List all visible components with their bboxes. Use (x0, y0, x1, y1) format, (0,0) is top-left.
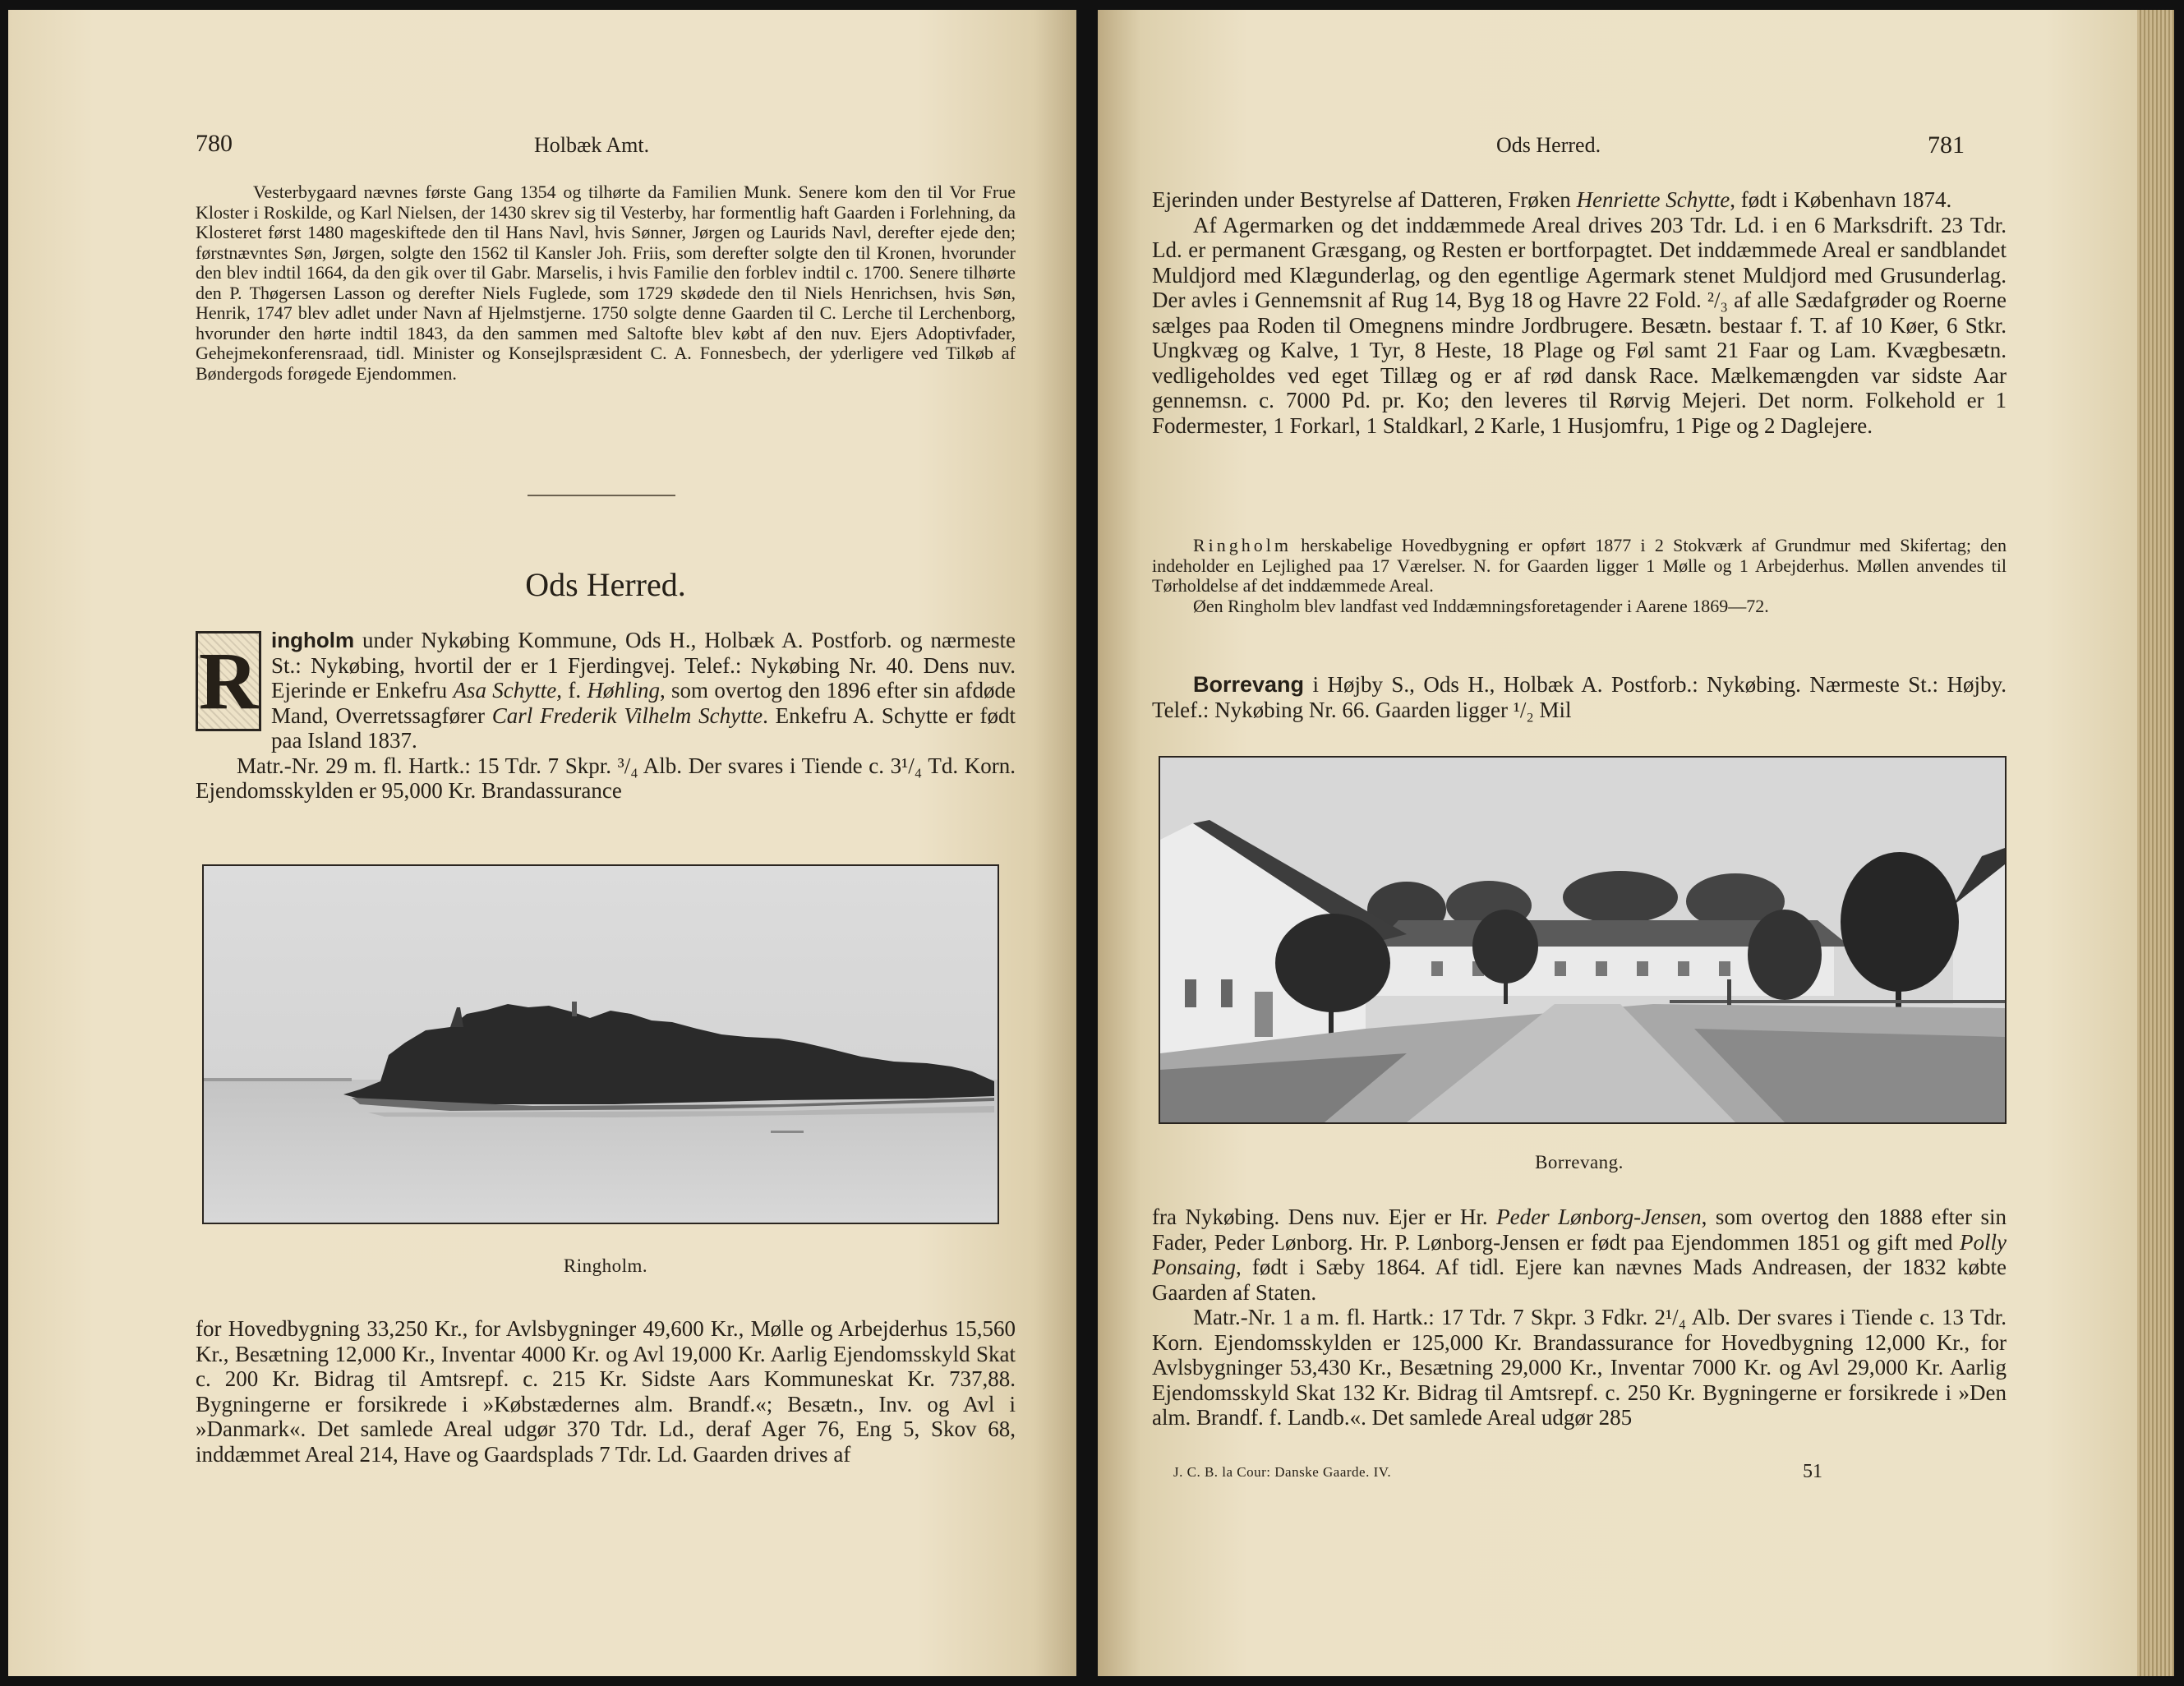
entry-name: ingholm (271, 628, 355, 652)
entry-text-4: . Enkefru A. Schytte er født paa Island 1837. (271, 702, 1016, 753)
left-page (8, 10, 1076, 1676)
entry-paragraph-2: Matr.-Nr. 29 m. fl. Hartk.: 15 Tdr. 7 Skpr. ³/₄ Alb. Der svares i Tiende c. 3¹/₄ Td. Korn. Ejendomsskylden er 95,000 Kr. Brandassurance (196, 753, 1016, 803)
borrevang-farm-illustration (1160, 758, 2005, 1122)
owner-name: Peder Lønborg-Jensen (1496, 1205, 1702, 1229)
cont-1c: , født i Sæby 1864. Af tidl. Ejere kan nævnes Mads Andreasen, der 1832 købte Gaarden af Staten. (1152, 1255, 2007, 1305)
right-top-text (1152, 187, 2007, 438)
running-head: Ods Herred. (1496, 133, 1601, 157)
footer-sheet-number: 51 (1803, 1461, 1822, 1482)
running-head: Holbæk Amt. (534, 133, 650, 157)
entry-text-2: , f. (556, 678, 587, 702)
top-para-1a: Ejerinden under Bestyrelse af Datteren, Frøken (1152, 187, 1577, 212)
top-para-2: Af Agermarken og det inddæmmede Areal drives 203 Tdr. Ld. i en 6 Marksdrift. 23 Tdr. Ld. er permanent Græsgang, og Resten er bortforpagtet. Det inddæmmede Areal er sandblandet Muldjord med Klægunderlag, og den egentlige Agermark stenet Muldjord med Grusunderlag. Der avles i Gennemsnit af Rug 14, Byg 18 og Havre 22 Fold. ²/₃ af alle Sædafgrøder og Roerne sælges paa Roden til Omegnens mindre Jordbrugere. Besætn. bestaar f. T. af 10 Køer, 6 Stkr. Ungkvæg og Kalve, 1 Tyr, 8 Heste, 18 Plage og Føl samt 21 Faar og Lam. Kvægbesætn. vedligeholdes ved eget Tillæg og er af rød dansk Race. Mælkemængden var sidste Aar gennemsn. c. 7000 Pd. pr. Ko; den leveres til Rørvig Mejeri. Det norm. Folkehold er 1 Fodermester, 1 Forkarl, 1 Staldkarl, 2 Karle, 1 Husjomfru, 1 Pige og 2 Daglejere. (1152, 212, 2007, 438)
note-1-spaced: Ringholm (1193, 535, 1292, 555)
section-rule (528, 495, 675, 496)
entry-text: i Højby S., Ods H., Holbæk A. Postforb.: Nykøbing. Nærmeste St.: Højby. Telef.: Nykøbing Nr. 66. Gaarden ligger ¹/₂ Mil (1152, 672, 2007, 722)
notes (1152, 536, 2007, 616)
drop-cap-initial: R (196, 631, 261, 731)
page-number: 781 (1928, 131, 1965, 159)
book-page-edges (2137, 10, 2174, 1676)
entry-text-3: , som overtog den 1896 efter sin afdøde Mand, Overretssagfører (271, 678, 1016, 728)
owner-name: Asa Schytte (453, 678, 557, 702)
note-2: Øen Ringholm blev landfast ved Inddæmningsforetagender i Aarene 1869—72. (1193, 595, 1769, 616)
daughter-name: Henriette Schytte (1576, 187, 1730, 212)
borrevang-entry (1152, 672, 2007, 722)
cont-1a: fra Nykøbing. Dens nuv. Ejer er Hr. (1152, 1205, 1497, 1229)
borrevang-caption: Borrevang. (1535, 1152, 1624, 1172)
entry-name: Borrevang (1193, 672, 1305, 697)
cont-1b: , som overtog den 1888 efter sin Fader, Peder Lønborg. Hr. P. Lønborg-Jensen er født paa Ejendommen 1851 og gift med (1152, 1205, 2007, 1255)
section-title: Ods Herred. (525, 566, 686, 603)
continuation-paragraph: for Hovedbygning 33,250 Kr., for Avlsbygninger 49,600 Kr., Mølle og Arbejderhus 15,560 Kr., Besætning 12,000 Kr., Inventar 4000 Kr. og Avl 19,000 Kr. Aarlig Ejendomsskyld Skat c. 200 Kr. Bidrag til Amtsrepf. c. 215 Kr. Sidste Aars Kommuneskat Kr. 737,88. Bygningerne er forsikrede i »Købstædernes alm. Brandf.«; Besætn., Inv. og Avl i »Danmark«. Det samlede Areal udgør 370 Tdr. Ld., deraf Ager 76, Eng 5, Skov 68, inddæmmet Areal 214, Have og Gaardsplads 7 Tdr. Ld. Gaarden drives af (196, 1316, 1016, 1467)
note-1: herskabelige Hovedbygning er opført 1877 i 2 Stokværk af Grundmur med Skifertag; den indeholder en Lejlighed paa 17 Værelser. N. for Gaarden ligger 1 Mølle og 1 Arbejderhus. Møllen anvendes til Tørholdelse af det inddæmmede Areal. (1152, 535, 2007, 596)
wife-name: Polly Ponsaing (1152, 1229, 2007, 1279)
top-para-1b: , født i København 1874. (1730, 187, 1952, 212)
ringholm-caption: Ringholm. (563, 1255, 648, 1276)
husband-name: Carl Frederik Vilhelm Schytte (491, 702, 763, 728)
cont-2: Matr.-Nr. 1 a m. fl. Hartk.: 17 Tdr. 7 Skpr. 3 Fdkr. 2¹/₄ Alb. Der svares i Tiende c. 13 Tdr. Korn. Ejendomsskylden er 125,000 Kr. Brandassurance for Hovedbygning 12,000 Kr., for Avlsbygninger 53,430 Kr., Besætning 29,000 Kr., Inventar 7000 Kr. og Avl 29,000 Kr. Aarlig Ejendomsskyld Skat 132 Kr. Bidrag til Amtsrepf. c. 250 Kr. Bygningerne er forsikrede i »Den alm. Brandf. f. Landb.«. Det samlede Areal udgør 285 (1152, 1305, 2007, 1430)
entry-text-1: under Nykøbing Kommune, Ods H., Holbæk A. Postforb. og nærmeste St.: Nykøbing, hvortil der er 1 Fjerdingvej. Telef.: Nykøbing Nr. 40. Dens nuv. Ejerinde er Enkefru (271, 628, 1016, 702)
ringholm-entry (196, 628, 1016, 804)
footer-signature: J. C. B. la Cour: Danske Gaarde. IV. (1173, 1464, 1392, 1480)
maiden-name: Høhling (587, 678, 660, 702)
ringholm-island-illustration (204, 866, 998, 1223)
intro-paragraph: Vesterbygaard nævnes første Gang 1354 og tilhørte da Familien Munk. Senere kom den til Vor Frue Kloster i Roskilde, og Karl Nielsen, der 1430 skrev sig til Vesterby, har formentlig haft Gaarden i Forlehning, da Klosteret først 1480 mageskiftede den til Hans Navl, hvis Sønner, Jørgen og Laurids Navl, derefter ejede den; førstnævntes Søn, Jørgen, solgte den 1562 til Kansler Joh. Friis, som derefter solgte den til Kronen, hvorunder den blev indtil 1664, da den gik over til Gabr. Marselis, i hvis Familie den forblev indtil c. 1700. Senere tilhørte den P. Thøgersen Lasson og derefter Niels Fuglede, som 1729 skødede den til Niels Henrichsen, hvis Søn, Henrik, 1747 blev adlet under Navn af Hjelmstjerne. 1750 solgte denne Gaarden til C. Lerche til Lerchenborg, hvorunder den hørte indtil 1843, da den sammen med Saltofte blev købt af den nuv. Ejers Adoptivfader, Gehejmekonferensraad, tidl. Minister og Konsejlspræsident C. A. Fonnesbech, der yderligere ved Tilkøb af Bøndergods forøgede Ejendommen. (196, 182, 1016, 384)
borrevang-photo (1159, 756, 2007, 1124)
ringholm-photo (202, 864, 999, 1224)
page-number: 780 (196, 130, 233, 157)
right-continuation (1152, 1205, 2007, 1430)
right-page (1098, 10, 2174, 1676)
